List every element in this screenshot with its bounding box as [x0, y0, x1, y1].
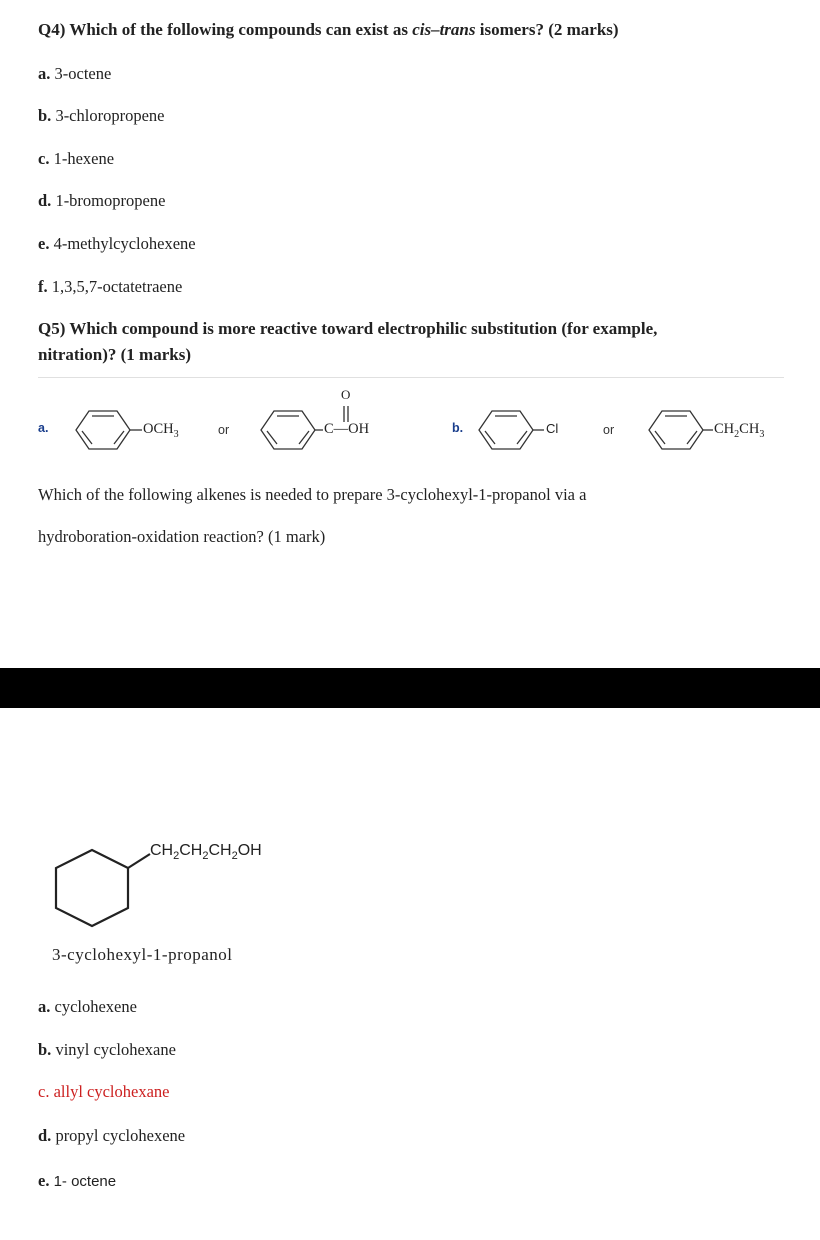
option-letter: f.: [38, 277, 48, 296]
option-letter: b.: [38, 106, 52, 125]
chain-bond: [128, 854, 150, 868]
q4-option-b[interactable]: [38, 106, 164, 126]
option-text: 1,3,5,7-octatetraene: [51, 277, 183, 296]
option-letter: d.: [38, 1126, 52, 1145]
q4-option-e[interactable]: [38, 234, 196, 254]
option-letter: a.: [38, 997, 51, 1016]
chain-ch-1: CH: [150, 842, 174, 859]
benzene-ring-1: [76, 411, 130, 449]
figure-top-divider: [38, 377, 784, 378]
option-letter: b.: [38, 1040, 52, 1059]
or-2: or: [603, 423, 615, 437]
option-text: vinyl cyclohexane: [55, 1040, 176, 1059]
option-text: 1-bromopropene: [55, 191, 166, 210]
option-text: 3-chloropropene: [55, 106, 165, 125]
chain-sub-1: 2: [173, 850, 180, 863]
ethyl-part1: CH: [714, 421, 735, 437]
q6-option-e[interactable]: [38, 1171, 116, 1191]
option-letter: c.: [38, 1082, 50, 1101]
q4-option-f[interactable]: [38, 277, 182, 297]
propanol-chain: [150, 842, 262, 862]
substituent-cooh: C—OH: [324, 421, 370, 437]
option-letter: a.: [38, 64, 51, 83]
substituent-ethyl: [714, 421, 764, 440]
chain-ch-3: CH: [208, 842, 232, 859]
och3-text: OCH: [143, 421, 174, 437]
structure-caption: 3-cyclohexyl-1-propanol: [52, 945, 233, 964]
benzene-ring-4: [649, 411, 703, 449]
substituent-cl: Cl: [546, 421, 559, 436]
option-text: cyclohexene: [54, 997, 137, 1016]
ethyl-sub1: 2: [734, 428, 740, 440]
q5-figure-structures: [0, 380, 820, 480]
q4-title: [38, 20, 619, 40]
q4-option-a[interactable]: [38, 64, 111, 84]
figure-label-a: a.: [38, 421, 49, 435]
option-text: 1- octene: [53, 1173, 117, 1190]
benzene-ring-3: [479, 411, 533, 449]
option-letter: e.: [38, 234, 50, 253]
q6-option-a[interactable]: [38, 997, 137, 1017]
q4-option-d[interactable]: [38, 191, 165, 211]
option-letter: c.: [38, 149, 50, 168]
chain-ch-2: CH: [179, 842, 203, 859]
q6-line2: hydroboration-oxidation reaction? (1 mark): [38, 527, 326, 546]
q6-line1: Which of the following alkenes is needed to prepare 3-cyclohexyl-1-propanol via a: [38, 485, 587, 504]
option-text: 3-octene: [54, 64, 112, 83]
q6-option-c-correct[interactable]: [38, 1082, 169, 1102]
option-text: propyl cyclohexene: [55, 1126, 186, 1145]
option-letter: d.: [38, 191, 52, 210]
chain-sub-3: 2: [231, 850, 238, 863]
q4-option-c[interactable]: [38, 149, 114, 169]
q4-title-italic: cis–trans: [412, 20, 476, 39]
benzene-ring-2: [261, 411, 315, 449]
q5-title-line1: Q5) Which compound is more reactive toward electrophilic substitution (for example,: [38, 319, 658, 338]
figure-label-b: b.: [452, 421, 464, 435]
ethyl-sub2: 3: [759, 428, 765, 440]
or-1: or: [218, 423, 230, 437]
och3-subscript: 3: [173, 428, 179, 440]
q4-title-part2: isomers? (2 marks): [475, 20, 619, 39]
carbonyl-oxygen: O: [341, 387, 351, 402]
cyclohexane-ring: [56, 850, 128, 926]
option-letter: e.: [38, 1171, 50, 1190]
option-text: 1-hexene: [53, 149, 115, 168]
q6-option-d[interactable]: [38, 1126, 185, 1146]
q6-option-b[interactable]: [38, 1040, 176, 1060]
option-text: allyl cyclohexane: [53, 1082, 170, 1101]
chain-sub-2: 2: [202, 850, 209, 863]
q4-title-part1: Q4) Which of the following compounds can exist as: [38, 20, 413, 39]
ethyl-part2: CH: [739, 421, 760, 437]
chain-oh: OH: [237, 842, 262, 859]
redaction-bar: [0, 668, 820, 708]
q5-title-line2: nitration)? (1 marks): [38, 345, 191, 364]
option-text: 4-methylcyclohexene: [53, 234, 196, 253]
substituent-och3: [143, 421, 179, 440]
